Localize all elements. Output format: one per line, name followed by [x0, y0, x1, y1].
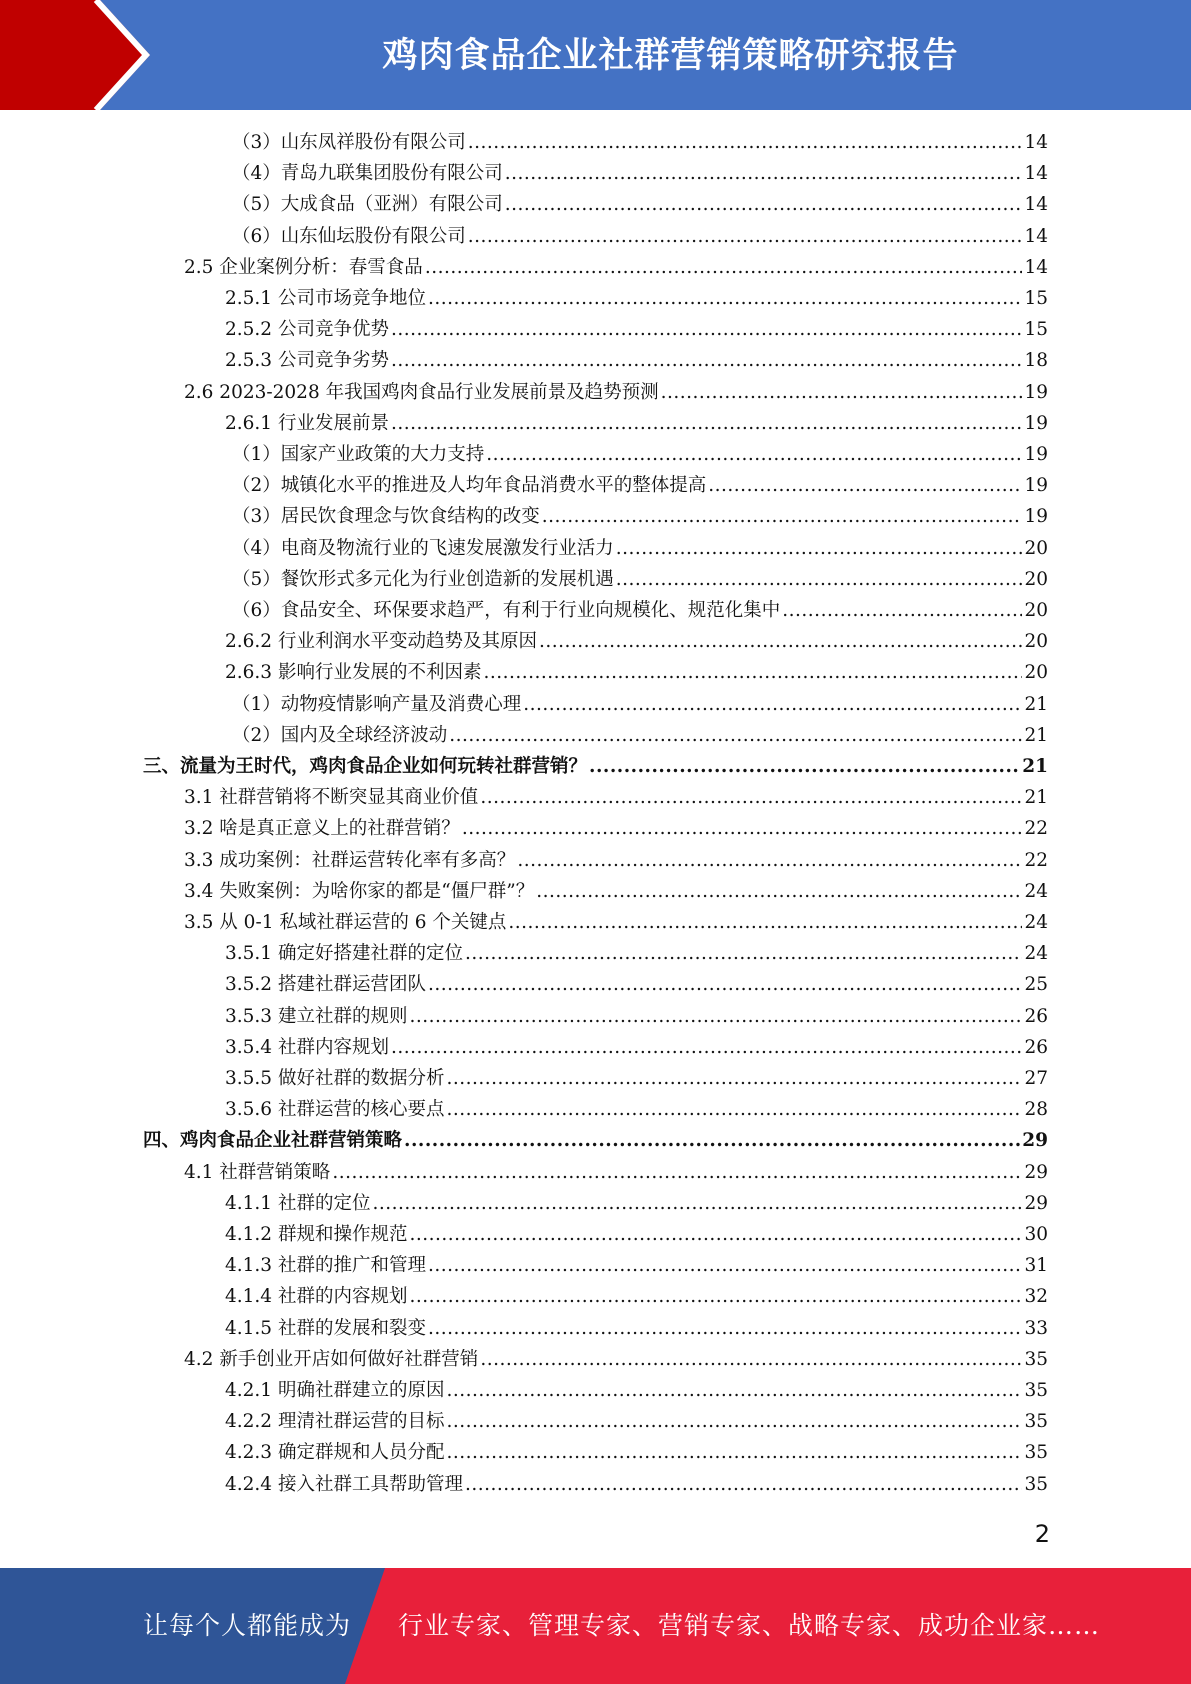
- toc-dot-leader: [391, 408, 1022, 439]
- toc-dot-leader: [589, 751, 1020, 782]
- toc-entry-page: 20: [1024, 662, 1048, 684]
- toc-entry[interactable]: [232, 595, 1048, 626]
- toc-entry-page: 15: [1024, 288, 1048, 309]
- toc-dot-leader: [480, 1344, 1022, 1375]
- toc-entry[interactable]: [225, 1313, 1048, 1344]
- toc-dot-leader: [391, 314, 1022, 345]
- toc-entry-page: 29: [1024, 1192, 1048, 1214]
- toc-dot-leader: [468, 221, 1023, 252]
- toc-dot-leader: [428, 283, 1022, 314]
- toc-entry-page: 20: [1024, 600, 1048, 621]
- report-title: 鸡肉食品企业社群营销策略研究报告: [382, 36, 959, 76]
- toc-entry-page: 21: [1024, 724, 1048, 746]
- toc-entry-page: 35: [1024, 1442, 1048, 1464]
- toc-dot-leader: [425, 252, 1023, 283]
- toc-dot-leader: [486, 439, 1022, 470]
- toc-entry[interactable]: [143, 1125, 1048, 1156]
- toc-entry-page: 21: [1022, 756, 1048, 777]
- toc-entry[interactable]: [225, 314, 1048, 345]
- toc-entry-page: 14: [1024, 163, 1048, 185]
- toc-dot-leader: [523, 689, 1022, 720]
- header-arrow-decoration: [0, 0, 180, 110]
- toc-entry-label: （2）城镇化水平的推进及人均年食品消费水平的整体提高: [232, 475, 707, 497]
- toc-dot-leader: [332, 1157, 1022, 1188]
- toc-entry-page: 33: [1024, 1317, 1048, 1339]
- toc-entry[interactable]: [225, 1437, 1048, 1468]
- toc-entry-label: （5）大成食品（亚洲）有限公司: [232, 194, 503, 216]
- toc-entry[interactable]: [184, 1157, 1048, 1188]
- toc-entry-label: 2.5 企业案例分析：春雪食品: [184, 256, 423, 278]
- toc-entry[interactable]: [225, 1188, 1048, 1219]
- toc-entry-label: 2.5.2 公司竞争优势: [225, 319, 389, 341]
- toc-entry-page: 14: [1024, 225, 1048, 247]
- toc-entry[interactable]: [232, 533, 1048, 564]
- toc-entry-label: 4.2.1 明确社群建立的原因: [225, 1380, 445, 1401]
- toc-entry-label: 三、流量为王时代，鸡肉食品企业如何玩转社群营销？: [143, 756, 588, 777]
- toc-entry-page: 35: [1024, 1380, 1048, 1401]
- toc-entry-label: 2.5.1 公司市场竞争地位: [225, 288, 426, 309]
- toc-entry[interactable]: [232, 189, 1048, 220]
- toc-entry[interactable]: [225, 1063, 1048, 1094]
- toc-entry-label: （6）山东仙坛股份有限公司: [232, 225, 466, 247]
- toc-entry-page: 19: [1024, 412, 1048, 434]
- toc-entry[interactable]: [184, 813, 1048, 844]
- toc-entry[interactable]: [232, 221, 1048, 252]
- toc-dot-leader: [616, 533, 1023, 564]
- page-number: 2: [1034, 1520, 1050, 1548]
- toc-dot-leader: [508, 907, 1022, 938]
- toc-entry[interactable]: [225, 283, 1048, 314]
- toc-dot-leader: [446, 1437, 1022, 1468]
- toc-entry[interactable]: [184, 782, 1048, 813]
- toc-entry[interactable]: [232, 564, 1048, 595]
- toc-entry-label: 4.2.2 理清社群运营的目标: [225, 1411, 445, 1433]
- toc-entry[interactable]: [225, 1406, 1048, 1437]
- toc-entry-label: 2.5.3 公司竞争劣势: [225, 350, 389, 372]
- toc-dot-leader: [409, 1001, 1022, 1032]
- toc-dot-leader: [661, 377, 1023, 408]
- toc-dot-leader: [517, 845, 1022, 876]
- toc-dot-leader: [708, 470, 1022, 501]
- toc-entry-page: 14: [1024, 194, 1048, 216]
- toc-dot-leader: [465, 1469, 1022, 1500]
- toc-entry-page: 20: [1024, 631, 1048, 653]
- toc-entry-page: 29: [1022, 1130, 1048, 1152]
- toc-entry-page: 26: [1024, 1005, 1048, 1027]
- toc-entry[interactable]: [184, 845, 1048, 876]
- toc-entry[interactable]: [225, 1281, 1048, 1312]
- toc-entry-label: （6）食品安全、环保要求趋严，有利于行业向规模化、规范化集中: [232, 600, 781, 621]
- toc-dot-leader: [462, 813, 1023, 844]
- toc-entry[interactable]: [232, 470, 1048, 501]
- toc-dot-leader: [446, 1063, 1022, 1094]
- toc-entry[interactable]: [225, 657, 1048, 688]
- toc-entry-page: 29: [1024, 1161, 1048, 1183]
- toc-entry-label: 4.1.5 社群的发展和裂变: [225, 1317, 426, 1339]
- toc-entry-page: 19: [1024, 444, 1048, 465]
- toc-entry-label: （5）餐饮形式多元化为行业创造新的发展机遇: [232, 568, 614, 590]
- toc-entry[interactable]: [225, 1219, 1048, 1250]
- toc-entry[interactable]: [225, 938, 1048, 969]
- toc-entry[interactable]: [232, 127, 1048, 158]
- page-header: [0, 0, 1191, 110]
- toc-entry[interactable]: [184, 1344, 1048, 1375]
- toc-dot-leader: [465, 938, 1022, 969]
- page-footer: [0, 1568, 1191, 1684]
- toc-entry-label: 4.1.1 社群的定位: [225, 1192, 371, 1214]
- toc-dot-leader: [542, 501, 1023, 532]
- toc-entry-page: 35: [1024, 1348, 1048, 1370]
- toc-entry-label: （3）山东凤祥股份有限公司: [232, 132, 466, 153]
- toc-entry-label: （1）国家产业政策的大力支持: [232, 444, 485, 465]
- toc-entry-page: 21: [1024, 693, 1048, 715]
- toc-entry-label: 3.5.3 建立社群的规则: [225, 1005, 408, 1027]
- toc-entry-label: 3.5.6 社群运营的核心要点: [225, 1099, 445, 1121]
- toc-entry-page: 32: [1024, 1286, 1048, 1308]
- toc-entry-label: （4）电商及物流行业的飞速发展激发行业活力: [232, 537, 614, 559]
- toc-entry-page: 22: [1024, 818, 1048, 840]
- toc-entry[interactable]: [225, 408, 1048, 439]
- toc-entry-page: 35: [1024, 1473, 1048, 1495]
- toc-entry[interactable]: [225, 969, 1048, 1000]
- toc-entry-page: 21: [1024, 787, 1048, 809]
- toc-entry-label: 2.6.3 影响行业发展的不利因素: [225, 662, 482, 684]
- toc-entry-label: 4.1.4 社群的内容规划: [225, 1286, 408, 1308]
- toc-entry-page: 15: [1024, 319, 1048, 341]
- footer-slogan-left: 让每个人都能成为: [143, 1611, 352, 1640]
- toc-entry-page: 25: [1024, 974, 1048, 996]
- toc-dot-leader: [446, 1375, 1022, 1406]
- toc-entry-page: 31: [1024, 1255, 1048, 1277]
- toc-entry[interactable]: [225, 1469, 1048, 1500]
- toc-entry[interactable]: [225, 626, 1048, 657]
- toc-entry-label: 4.1.3 社群的推广和管理: [225, 1255, 426, 1277]
- toc-entry[interactable]: [184, 377, 1048, 408]
- toc-dot-leader: [428, 969, 1022, 1000]
- toc-entry[interactable]: [184, 907, 1048, 938]
- toc-entry-label: 2.6.2 行业利润水平变动趋势及其原因: [225, 631, 537, 653]
- toc-dot-leader: [468, 127, 1023, 158]
- toc-dot-leader: [782, 595, 1022, 626]
- toc-dot-leader: [428, 1313, 1022, 1344]
- toc-dot-leader: [391, 1032, 1022, 1063]
- toc-entry[interactable]: [143, 751, 1048, 782]
- toc-entry-page: 26: [1024, 1036, 1048, 1058]
- toc-entry[interactable]: [232, 439, 1048, 470]
- toc-entry[interactable]: [225, 1001, 1048, 1032]
- toc-entry-label: 4.2.3 确定群规和人员分配: [225, 1442, 445, 1464]
- toc-entry-page: 24: [1024, 880, 1048, 902]
- toc-dot-leader: [505, 158, 1023, 189]
- toc-dot-leader: [404, 1125, 1020, 1156]
- toc-entry-page: 27: [1024, 1068, 1048, 1089]
- toc-entry[interactable]: [225, 1094, 1048, 1125]
- toc-entry-label: 3.5.4 社群内容规划: [225, 1036, 389, 1058]
- footer-slogan-right: 行业专家、管理专家、营销专家、战略专家、成功企业家……: [398, 1611, 1101, 1640]
- toc-dot-leader: [483, 657, 1022, 688]
- toc-entry-page: 30: [1024, 1224, 1048, 1245]
- toc-entry-page: 19: [1024, 381, 1048, 403]
- toc-entry-label: 2.6.1 行业发展前景: [225, 412, 389, 434]
- toc-entry-page: 28: [1024, 1099, 1048, 1121]
- toc-dot-leader: [409, 1219, 1022, 1250]
- toc-entry[interactable]: [184, 252, 1048, 283]
- toc-entry-label: 3.3 成功案例：社群运营转化率有多高？: [184, 849, 516, 871]
- toc-dot-leader: [428, 1250, 1022, 1281]
- toc-entry-label: （3）居民饮食理念与饮食结构的改变: [232, 506, 540, 528]
- toc-entry-page: 22: [1024, 849, 1048, 871]
- toc-entry-label: 3.4 失败案例：为啥你家的都是“僵尸群”？: [184, 880, 535, 902]
- toc-entry-label: 4.1.2 群规和操作规范: [225, 1224, 408, 1245]
- toc-entry[interactable]: [225, 345, 1048, 376]
- toc-dot-leader: [409, 1281, 1022, 1312]
- toc-entry-label: 4.2.4 接入社群工具帮助管理: [225, 1473, 463, 1495]
- toc-dot-leader: [536, 876, 1022, 907]
- toc-entry-page: 14: [1024, 256, 1048, 278]
- toc-entry[interactable]: [232, 720, 1048, 751]
- toc-entry[interactable]: [225, 1032, 1048, 1063]
- toc-entry-label: 4.1 社群营销策略: [184, 1161, 331, 1183]
- toc-entry[interactable]: [232, 158, 1048, 189]
- toc-dot-leader: [372, 1188, 1022, 1219]
- toc-entry-label: 4.2 新手创业开店如何做好社群营销: [184, 1348, 479, 1370]
- toc-entry-label: 四、鸡肉食品企业社群营销策略: [143, 1130, 403, 1152]
- toc-dot-leader: [446, 1094, 1022, 1125]
- toc-dot-leader: [480, 782, 1022, 813]
- toc-dot-leader: [446, 1406, 1022, 1437]
- toc-entry[interactable]: [225, 1375, 1048, 1406]
- toc-entry-label: 3.5.1 确定好搭建社群的定位: [225, 943, 463, 965]
- toc-dot-leader: [449, 720, 1022, 751]
- toc-entry-label: （2）国内及全球经济波动: [232, 724, 448, 746]
- toc-entry-page: 24: [1024, 912, 1048, 933]
- toc-entry-page: 14: [1024, 132, 1048, 153]
- toc-entry-label: 3.5 从 0-1 私域社群运营的 6 个关键点: [184, 912, 507, 933]
- toc-entry-label: 3.5.5 做好社群的数据分析: [225, 1068, 445, 1089]
- toc-entry-label: 3.1 社群营销将不断突显其商业价值: [184, 787, 479, 809]
- toc-entry-page: 19: [1024, 475, 1048, 497]
- toc-entry-label: 3.5.2 搭建社群运营团队: [225, 974, 426, 996]
- toc-entry-page: 24: [1024, 943, 1048, 965]
- toc-entry-page: 35: [1024, 1411, 1048, 1433]
- toc-entry-page: 18: [1024, 350, 1048, 372]
- toc-entry-label: 2.6 2023-2028 年我国鸡肉食品行业发展前景及趋势预测: [184, 381, 659, 403]
- toc-dot-leader: [391, 345, 1022, 376]
- toc-entry[interactable]: [232, 501, 1048, 532]
- toc-entry-label: （1）动物疫情影响产量及消费心理: [232, 693, 522, 715]
- toc-entry-page: 20: [1024, 537, 1048, 559]
- toc-entry-page: 20: [1024, 568, 1048, 590]
- toc-entry-label: 3.2 啥是真正意义上的社群营销？: [184, 818, 460, 840]
- toc-entry-label: （4）青岛九联集团股份有限公司: [232, 163, 503, 185]
- toc-entry[interactable]: [184, 876, 1048, 907]
- toc-dot-leader: [539, 626, 1022, 657]
- toc-dot-leader: [616, 564, 1023, 595]
- toc-entry-page: 19: [1024, 506, 1048, 528]
- toc-entry[interactable]: [225, 1250, 1048, 1281]
- toc-dot-leader: [505, 189, 1023, 220]
- toc-entry[interactable]: [232, 689, 1048, 720]
